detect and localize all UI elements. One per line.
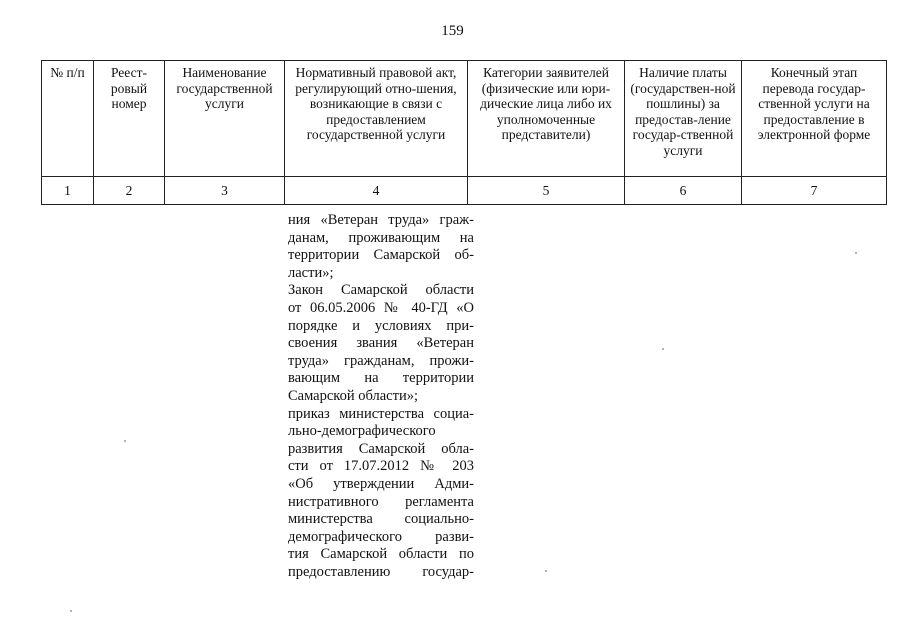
text-line: Закон Самарской области <box>288 282 474 299</box>
scan-speck <box>545 570 547 572</box>
column-header-service-name: Наименование государственной услуги <box>165 61 285 177</box>
column-number-cell: 1 <box>42 177 94 205</box>
column-header-applicant-categories: Категории заявителей (физические или юри-дические лица либо их уполномоченные представители) <box>468 61 625 177</box>
scan-speck <box>70 610 72 612</box>
column-header-fee: Наличие платы (государствен-ной пошлины) за предостав-ление государ-ственной услуги <box>625 61 742 177</box>
text-line: порядке и условиях при- <box>288 317 474 334</box>
column-number-cell: 7 <box>742 177 887 205</box>
text-line: ласти»; <box>288 264 334 281</box>
scan-speck <box>855 252 857 254</box>
text-line: своения звания «Ветеран <box>288 335 474 352</box>
text-line: льно-демографического <box>288 423 436 440</box>
column-number-cell: 3 <box>165 177 285 205</box>
text-line: ния «Ветеран труда» граж- <box>288 212 474 228</box>
column-header-registry-number: Реест-ровый номер <box>94 61 165 177</box>
page-number: 159 <box>441 23 464 39</box>
text-line: вающим на территории <box>288 370 474 387</box>
text-line: развития Самарской обла- <box>288 440 474 457</box>
column-number-cell: 5 <box>468 177 625 205</box>
table-header-row <box>42 61 887 177</box>
table-column-number-row <box>42 177 887 205</box>
text-line: Самарской области»; <box>288 387 418 404</box>
text-line: труда» гражданам, прожи- <box>288 352 474 369</box>
text-line: территории Самарской об- <box>288 247 474 264</box>
text-line: министерства социально- <box>288 511 474 528</box>
text-line: от 06.05.2006 № 40-ГД «О <box>288 299 474 316</box>
text-line: нистративного регламента <box>288 493 474 510</box>
scan-speck <box>662 348 664 350</box>
column-number-cell: 6 <box>625 177 742 205</box>
column-header-legal-act: Нормативный правовой акт, регулирующий отно-шения, возникающие в связи с предоставлением государственной услуги <box>285 61 468 177</box>
text-line: предоставлению государ- <box>288 563 474 580</box>
column-number-cell: 2 <box>94 177 165 205</box>
legal-act-continuation-text <box>288 212 474 581</box>
column-header-electronic-stage: Конечный этап перевода государ-ственной услуги на предоставление в электронной форме <box>742 61 887 177</box>
scan-speck <box>124 440 126 442</box>
text-line: сти от 17.07.2012 № 203 <box>288 458 474 475</box>
text-line: приказ министерства социа- <box>288 405 474 422</box>
services-table-header <box>41 60 887 205</box>
text-line: «Об утверждении Адми- <box>288 475 474 492</box>
column-number-cell: 4 <box>285 177 468 205</box>
text-line: демографического разви- <box>288 528 474 545</box>
column-header-number: № п/п <box>42 61 94 177</box>
text-line: тия Самарской области по <box>288 546 474 563</box>
text-line: данам, проживающим на <box>288 229 474 246</box>
